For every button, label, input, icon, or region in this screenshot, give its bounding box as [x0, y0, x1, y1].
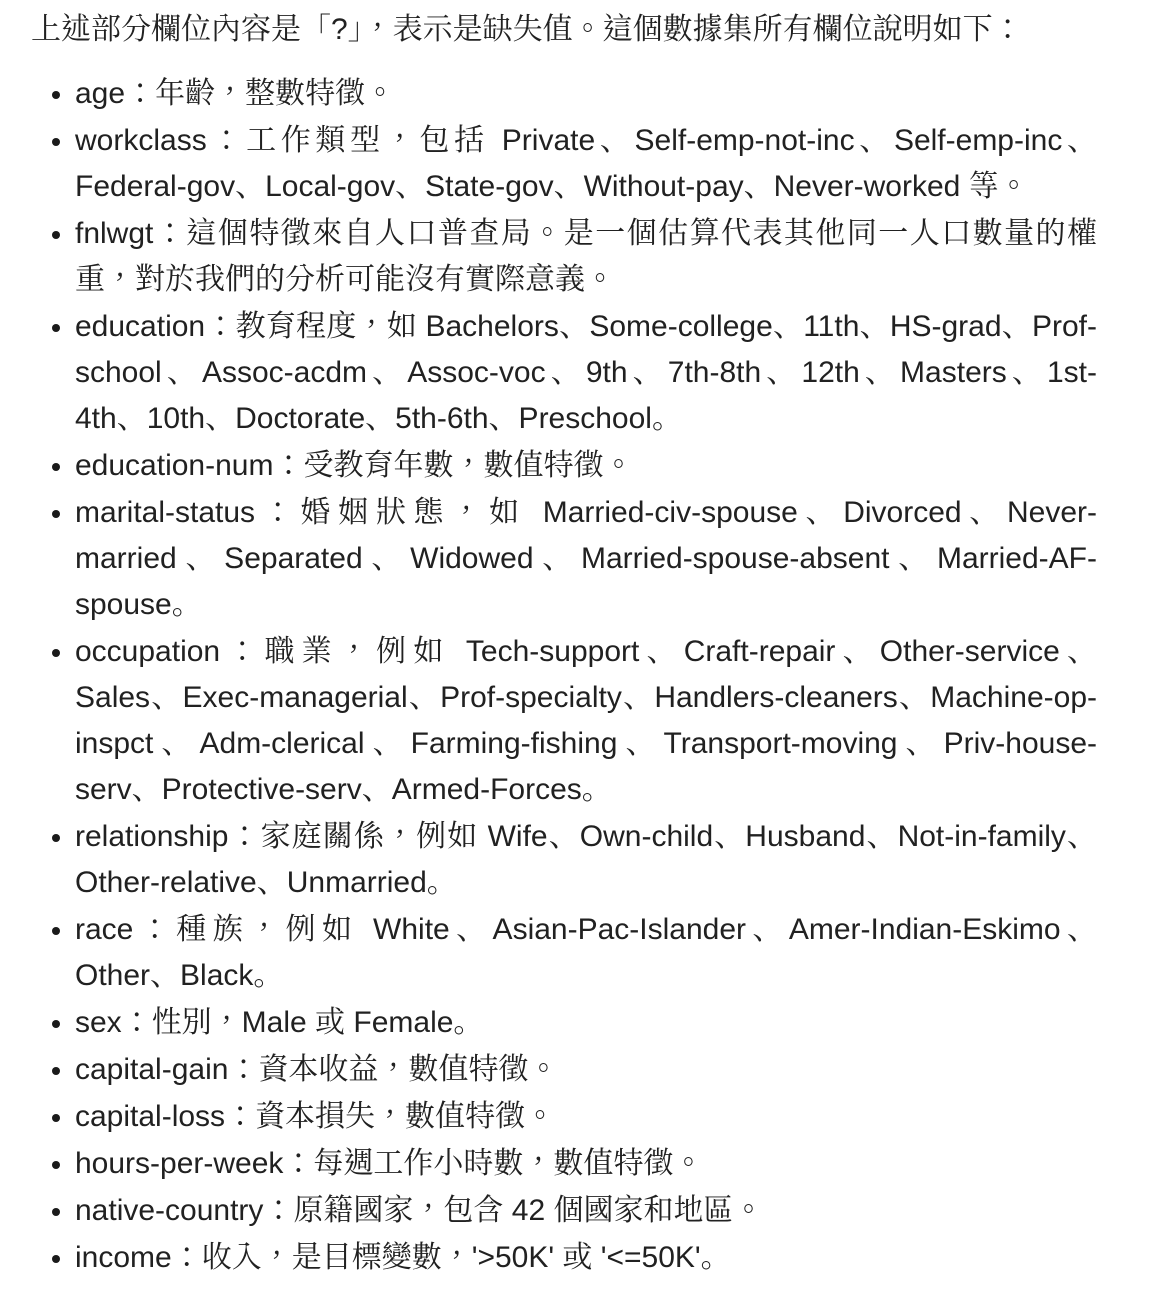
list-item: [75, 443, 1097, 489]
list-item: [75, 1047, 1097, 1093]
field-name: hours-per-week: [75, 1147, 284, 1180]
list-item: [75, 211, 1097, 303]
field-colon: ：: [220, 635, 265, 668]
field-name: capital-loss: [75, 1100, 226, 1133]
list-item: [75, 814, 1097, 906]
field-name: native-country: [75, 1194, 264, 1227]
field-desc: 資本收益，數值特徵。: [258, 1053, 559, 1086]
field-name: sex: [75, 1006, 122, 1039]
field-colon: ：: [205, 310, 236, 343]
field-name: education: [75, 310, 206, 343]
field-colon: ：: [171, 1241, 202, 1274]
field-colon: ：: [121, 1006, 152, 1039]
field-desc: 性別，Male 或 Female。: [151, 1006, 484, 1039]
field-colon: ：: [228, 820, 261, 853]
list-item: [75, 118, 1097, 210]
field-desc: 每週工作小時數，數值特徵。: [313, 1147, 704, 1180]
list-item: [75, 1094, 1097, 1140]
field-desc: 年齡，整數特徵。: [155, 77, 396, 110]
list-item: [75, 1188, 1097, 1234]
field-colon: ：: [273, 449, 304, 482]
list-item: [75, 490, 1097, 628]
field-colon: ：: [125, 77, 156, 110]
field-name: workclass: [75, 124, 207, 157]
field-desc: 婚姻狀態，如 Married-civ-spouse、Divorced、Never-married、Separated、Widowed、Married-spouse-absent、Married-AF-spouse。: [75, 496, 1098, 621]
field-desc: 原籍國家，包含 42 個國家和地區。: [293, 1194, 764, 1227]
field-desc: 教育程度，如 Bachelors、Some-college、11th、HS-grad、Prof-school、Assoc-acdm、Assoc-voc、9th、7th-8th、12th、Masters、1st-4th、10th、Doctorate、5th-6th、Preschool。: [75, 310, 1098, 435]
list-item: [75, 304, 1097, 442]
field-name: marital-status: [75, 496, 256, 529]
field-colon: ：: [255, 496, 301, 529]
field-name: relationship: [75, 820, 229, 853]
field-name: capital-gain: [75, 1053, 229, 1086]
field-list: [31, 71, 1097, 1281]
field-desc: 收入，是目標變數，'>50K' 或 '<=50K'。: [201, 1241, 731, 1274]
field-name: race: [75, 913, 134, 946]
field-colon: ：: [263, 1194, 294, 1227]
field-desc: 受教育年數，數值特徵。: [303, 449, 634, 482]
field-colon: ：: [206, 124, 247, 157]
list-item: [75, 1000, 1097, 1046]
field-desc: 職業，例如 Tech-support、Craft-repair、Other-service、Sales、Exec-managerial、Prof-specialty、Handlers-cleaners、Machine-op-inspct、Adm-clerical、Farming-fishing、Transport-moving、Priv-house-serv、Protective-serv、Armed-Forces。: [75, 635, 1097, 806]
list-item: [75, 1141, 1097, 1187]
field-colon: ：: [133, 913, 177, 946]
list-item: [75, 71, 1097, 117]
field-desc: 種族，例如 White、Asian-Pac-Islander、Amer-Indian-Eskimo、Other、Black。: [75, 913, 1098, 992]
field-desc: 家庭關係，例如 Wife、Own-child、Husband、Not-in-family、Other-relative、Unmarried。: [75, 820, 1098, 899]
list-item: [75, 1235, 1097, 1281]
field-colon: ：: [228, 1053, 259, 1086]
intro-paragraph: 上述部分欄位內容是「?」，表示是缺失值。這個數據集所有欄位說明如下：: [31, 13, 1023, 46]
field-desc: 資本損失，數值特徵。: [255, 1100, 556, 1133]
list-item: [75, 629, 1097, 813]
field-colon: ：: [225, 1100, 256, 1133]
field-name: age: [75, 77, 126, 110]
field-desc: 這個特徵來自人口普查局。是一個估算代表其他同一人口數量的權重，對於我們的分析可能沒有實際意義。: [75, 217, 1098, 296]
field-colon: ：: [283, 1147, 314, 1180]
field-name: occupation: [75, 635, 221, 668]
field-colon: ：: [153, 217, 187, 250]
list-item: [75, 907, 1097, 999]
field-name: education-num: [75, 449, 274, 482]
field-name: income: [75, 1241, 172, 1274]
field-desc: 工作類型，包括 Private、Self-emp-not-inc、Self-emp-inc、Federal-gov、Local-gov、State-gov、Without-pay、Never-worked 等。: [75, 124, 1098, 203]
field-name: fnlwgt: [75, 217, 154, 250]
